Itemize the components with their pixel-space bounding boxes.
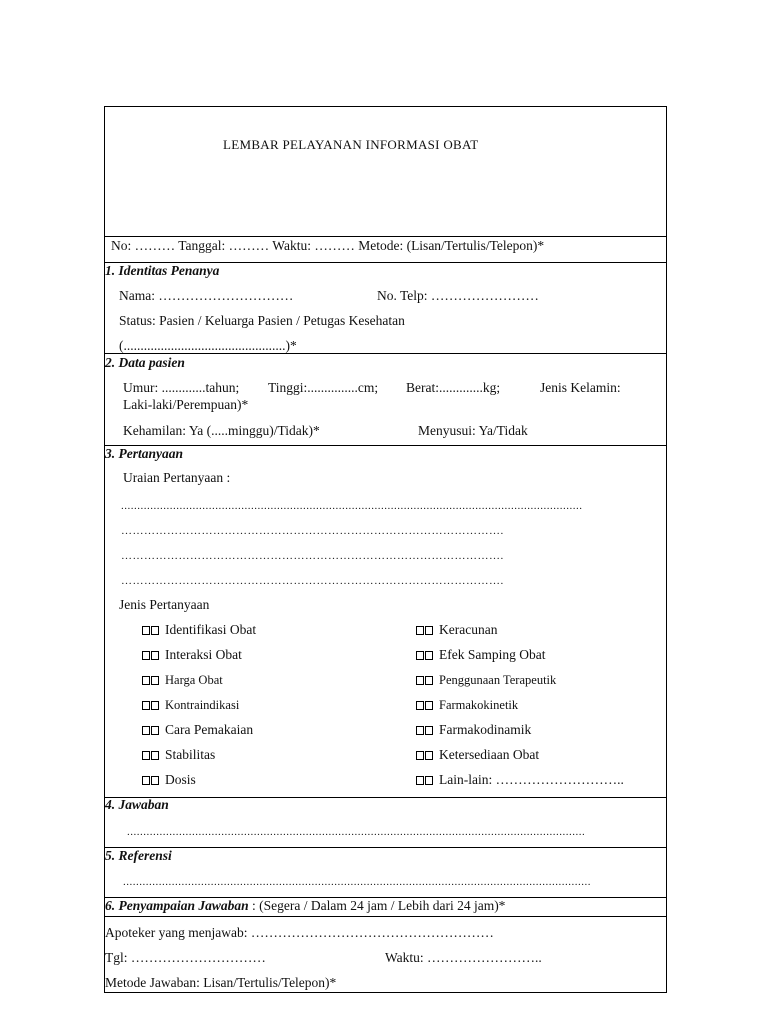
checkbox-icon[interactable] [142, 697, 160, 713]
checkbox-icon[interactable] [416, 647, 434, 663]
option-farmakokinetik[interactable]: Farmakokinetik [416, 697, 518, 713]
field-menyusui[interactable]: Menyusui: Ya/Tidak [418, 423, 528, 438]
option-farmakodinamik[interactable]: Farmakodinamik [416, 722, 531, 738]
divider [105, 797, 666, 798]
field-waktu[interactable]: Waktu: …………………….. [385, 950, 542, 965]
section-header-jawaban: 4. Jawaban [105, 797, 169, 812]
option-kontraindikasi[interactable]: Kontraindikasi [142, 697, 239, 713]
field-metode-jawaban[interactable]: Metode Jawaban: Lisan/Tertulis/Telepon)* [105, 975, 337, 990]
field-kehamilan[interactable]: Kehamilan: Ya (.....minggu)/Tidak)* [123, 423, 320, 438]
uraian-line[interactable]: ………………………………………………………………………………………. [121, 550, 504, 562]
option-cara-pemakaian[interactable]: Cara Pemakaian [142, 722, 253, 738]
section-header-penyampaian: 6. Penyampaian Jawaban : (Segera / Dalam 24 jam / Lebih dari 24 jam)* [105, 898, 506, 913]
option-penggunaan-terapeutik[interactable]: Penggunaan Terapeutik [416, 672, 556, 688]
checkbox-icon[interactable] [142, 722, 160, 738]
checkbox-icon[interactable] [416, 672, 434, 688]
checkbox-icon[interactable] [416, 722, 434, 738]
form-title: LEMBAR PELAYANAN INFORMASI OBAT [223, 137, 479, 152]
section-header-identitas: 1. Identitas Penanya [105, 263, 220, 278]
checkbox-icon[interactable] [416, 772, 434, 788]
checkbox-icon[interactable] [416, 697, 434, 713]
option-interaksi-obat[interactable]: Interaksi Obat [142, 647, 242, 663]
uraian-line[interactable]: .............................................................................................................................................. [121, 500, 583, 512]
checkbox-icon[interactable] [416, 747, 434, 763]
option-harga-obat[interactable]: Harga Obat [142, 672, 223, 688]
field-berat[interactable]: Berat:.............kg; [406, 380, 501, 395]
field-jenis-kelamin-options[interactable]: Laki-laki/Perempuan)* [123, 397, 249, 412]
option-identifikasi-obat[interactable]: Identifikasi Obat [142, 622, 256, 638]
info-line: No: ……… Tanggal: ……… Waktu: ……… Metode: (Lisan/Tertulis/Telepon)* [111, 238, 545, 253]
field-status-other[interactable]: (................................................)* [119, 338, 297, 353]
divider [105, 847, 666, 848]
field-jenis-kelamin: Jenis Kelamin: [540, 380, 621, 395]
field-apoteker[interactable]: Apoteker yang menjawab: ……………………………………………… [105, 925, 494, 940]
section-header-data-pasien: 2. Data pasien [105, 355, 185, 370]
divider [105, 236, 666, 237]
option-lain-lain[interactable]: Lain-lain: ……………………….. [416, 772, 624, 788]
field-nama[interactable]: Nama: ………………………… [119, 288, 294, 303]
option-stabilitas[interactable]: Stabilitas [142, 747, 215, 763]
divider [105, 445, 666, 446]
checkbox-icon[interactable] [142, 622, 160, 638]
field-tgl[interactable]: Tgl: ………………………… [105, 950, 266, 965]
referensi-line[interactable]: ................................................................................................................................................ [123, 876, 591, 888]
field-tinggi[interactable]: Tinggi:...............cm; [268, 380, 379, 395]
jenis-pertanyaan-label: Jenis Pertanyaan [119, 597, 210, 612]
checkbox-icon[interactable] [142, 772, 160, 788]
form-container [104, 106, 667, 993]
section-header-pertanyaan: 3. Pertanyaan [105, 446, 184, 461]
option-keracunan[interactable]: Keracunan [416, 622, 497, 638]
jawaban-line[interactable]: ............................................................................................................................................. [127, 826, 586, 838]
divider [105, 916, 666, 917]
checkbox-icon[interactable] [142, 747, 160, 763]
option-dosis[interactable]: Dosis [142, 772, 196, 788]
option-efek-samping-obat[interactable]: Efek Samping Obat [416, 647, 545, 663]
checkbox-icon[interactable] [142, 647, 160, 663]
field-umur[interactable]: Umur: .............tahun; [123, 380, 240, 395]
uraian-label: Uraian Pertanyaan : [123, 470, 231, 485]
checkbox-icon[interactable] [142, 672, 160, 688]
field-telp[interactable]: No. Telp: …………………… [377, 288, 539, 303]
uraian-line[interactable]: ………………………………………………………………………………………. [121, 575, 504, 587]
uraian-line[interactable]: ………………………………………………………………………………………. [121, 525, 504, 537]
option-ketersediaan-obat[interactable]: Ketersediaan Obat [416, 747, 539, 763]
checkbox-icon[interactable] [416, 622, 434, 638]
field-status: Status: Pasien / Keluarga Pasien / Petugas Kesehatan [119, 313, 405, 328]
section-header-referensi: 5. Referensi [105, 848, 172, 863]
